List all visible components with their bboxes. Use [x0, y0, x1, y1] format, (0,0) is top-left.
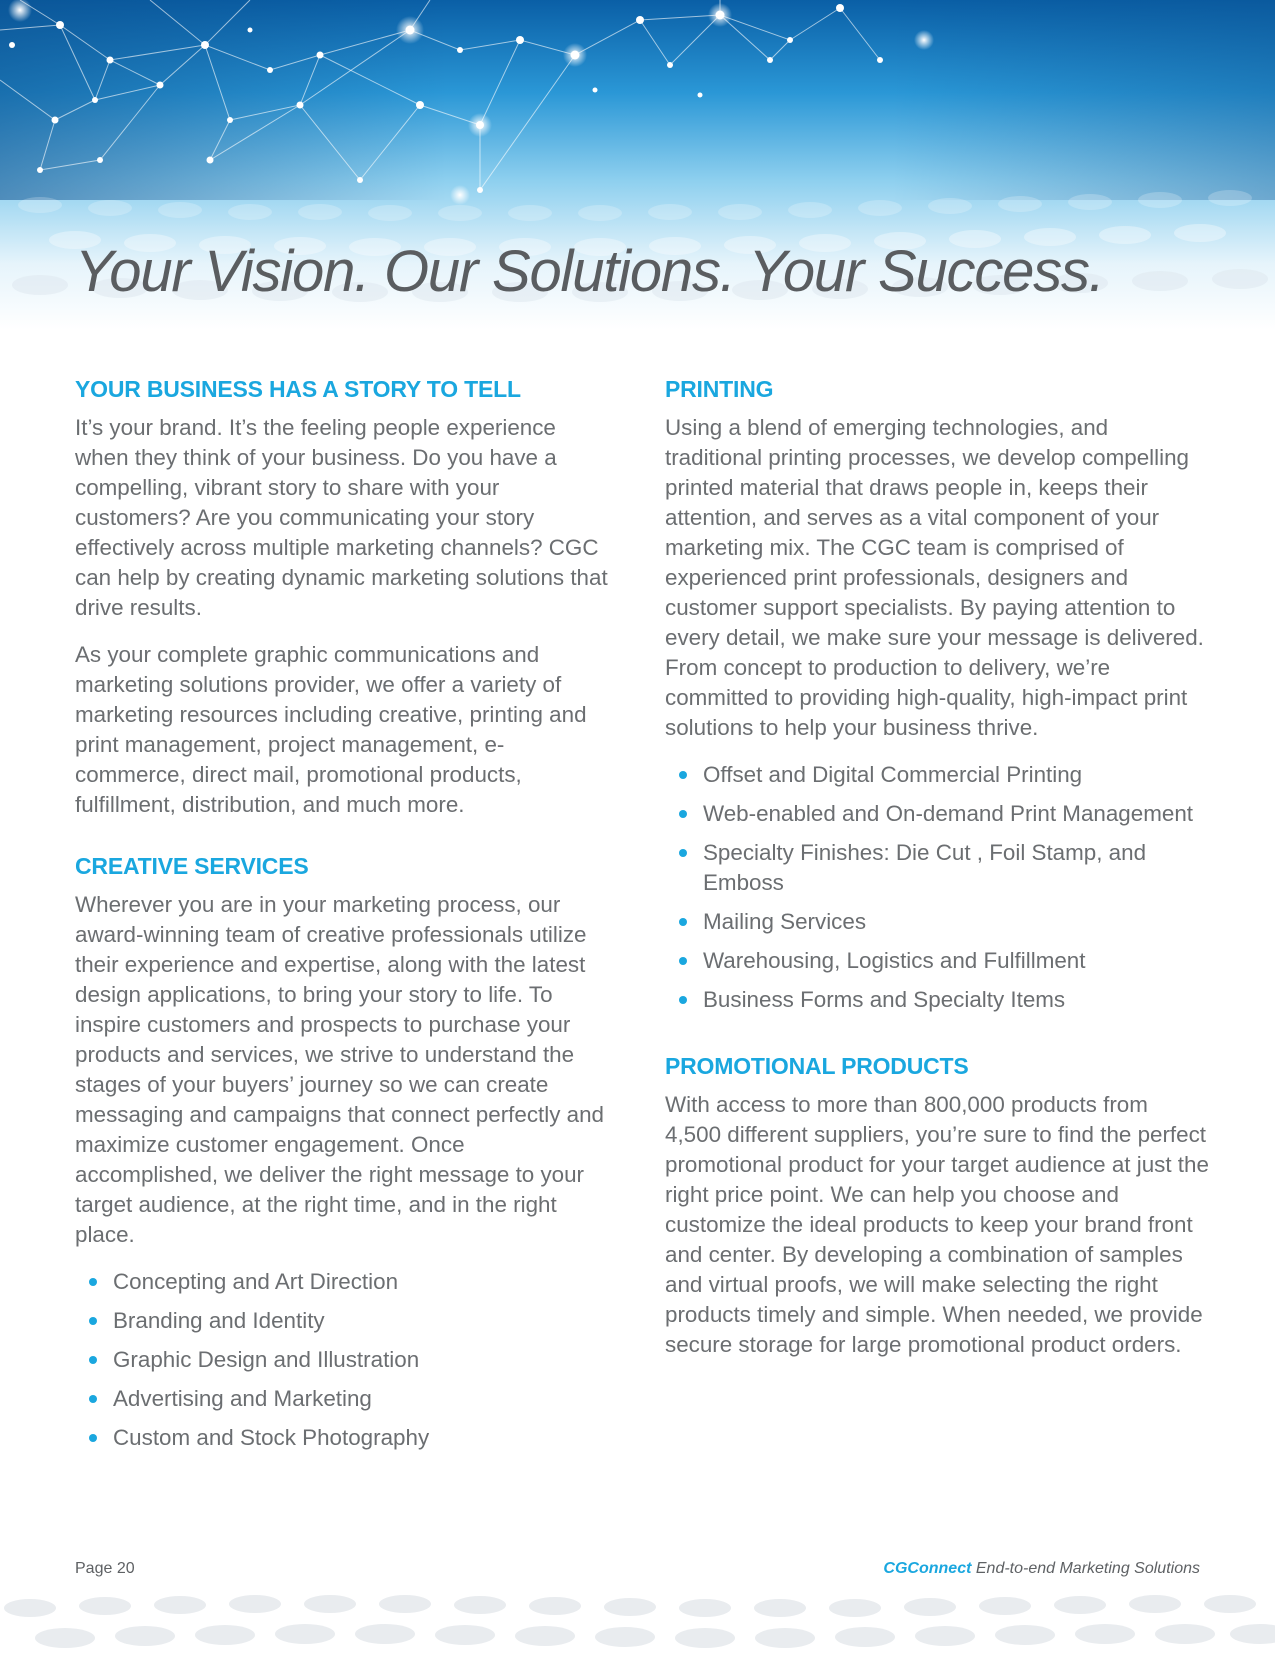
- list-item-label: Mailing Services: [703, 909, 867, 934]
- brand-tagline: End-to-end Marketing Solutions: [971, 1560, 1200, 1577]
- page-number: Page 20: [75, 1560, 135, 1577]
- bullet-icon: [679, 810, 687, 818]
- creative-services-heading: CREATIVE SERVICES: [75, 853, 309, 879]
- list-item: [665, 799, 1210, 829]
- list-item: [665, 907, 1210, 937]
- list-item: [75, 1267, 611, 1297]
- list-item-label: Specialty Finishes: Die Cut , Foil Stamp, and Emboss: [703, 840, 1147, 895]
- story-heading: YOUR BUSINESS HAS A STORY TO TELL: [75, 376, 521, 402]
- bullet-icon: [679, 918, 687, 926]
- bullet-icon: [679, 849, 687, 857]
- story-paragraph-1: It’s your brand. It’s the feeling people experience when they think of your business. Do you have a compelling, vibrant story to share with your customers? Are you communicating your story effectively across multiple marketing channels? CGC can help by creating dynamic marketing solutions that drive results.: [75, 415, 608, 620]
- bullet-icon: [89, 1278, 97, 1286]
- bullet-icon: [89, 1356, 97, 1364]
- list-item: [75, 1384, 611, 1414]
- footer-pattern-graphic: [0, 1586, 1275, 1651]
- promotional-products-heading: PROMOTIONAL PRODUCTS: [665, 1053, 969, 1079]
- list-item: [75, 1345, 611, 1375]
- bullet-icon: [89, 1395, 97, 1403]
- list-item-label: Advertising and Marketing: [113, 1386, 372, 1411]
- story-section: [75, 376, 611, 820]
- creative-services-list: [75, 1267, 611, 1453]
- right-column: [665, 376, 1210, 1377]
- bullet-icon: [89, 1434, 97, 1442]
- creative-services-section: [75, 853, 611, 1453]
- list-item: [665, 946, 1210, 976]
- footer-brand-line: [883, 1560, 1200, 1578]
- list-item-label: Business Forms and Specialty Items: [703, 987, 1066, 1012]
- printing-paragraph: Using a blend of emerging technologies, and traditional printing processes, we develop compelling printed material that draws people in, keeps their attention, and serves as a vital component of your marketing mix. The CGC team is comprised of experienced print professionals, designers and customer support specialists. By paying attention to every detail, we make sure your message is delivered. From concept to production to delivery, we’re committed to providing high-quality, high-impact print solutions to help your business thrive.: [665, 415, 1204, 740]
- list-item-label: Warehousing, Logistics and Fulfillment: [703, 948, 1086, 973]
- list-item-label: Offset and Digital Commercial Printing: [703, 762, 1083, 787]
- page-headline: Your Vision. Our Solutions. Your Success.: [75, 239, 1104, 304]
- list-item: [75, 1306, 611, 1336]
- bullet-icon: [679, 771, 687, 779]
- promotional-products-paragraph: With access to more than 800,000 products from 4,500 different suppliers, you’re sure to find the perfect promotional product for your target audience at just the right price point. We can help you choose and customize the ideal products to keep your brand front and center. By developing a combination of samples and virtual proofs, we will make selecting the right products timely and simple. When needed, we provide secure storage for large promotional product orders.: [665, 1092, 1209, 1357]
- list-item: [665, 760, 1210, 790]
- left-column: [75, 376, 611, 1462]
- bullet-icon: [679, 957, 687, 965]
- creative-services-paragraph: Wherever you are in your marketing process, our award-winning team of creative professionals utilize their experience and expertise, along with the latest design applications, to bring your story to life. To inspire customers and prospects to purchase your products and services, we strive to understand the stages of your buyers’ journey so we can create messaging and campaigns that connect perfectly and maximize customer engagement. Once accomplished, we deliver the right message to your target audience, at the right time, and in the right place.: [75, 892, 604, 1247]
- printing-list: [665, 760, 1210, 1015]
- list-item: [665, 985, 1210, 1015]
- list-item-label: Concepting and Art Direction: [113, 1269, 399, 1294]
- promotional-products-section: [665, 1053, 1210, 1360]
- story-paragraph-2: As your complete graphic communications and marketing solutions provider, we offer a variety of marketing resources including creative, printing and print management, project management, e-commerce, direct mail, promotional products, fulfillment, distribution, and much more.: [75, 642, 587, 817]
- list-item: [75, 1423, 611, 1453]
- bullet-icon: [89, 1317, 97, 1325]
- printing-section: [665, 376, 1210, 1015]
- list-item-label: Web-enabled and On-demand Print Management: [703, 801, 1193, 826]
- printing-heading: PRINTING: [665, 376, 774, 402]
- brand-name: CGConnect: [883, 1560, 972, 1577]
- list-item: [665, 838, 1210, 898]
- list-item-label: Custom and Stock Photography: [113, 1425, 430, 1450]
- list-item-label: Branding and Identity: [113, 1308, 325, 1333]
- bullet-icon: [679, 996, 687, 1004]
- list-item-label: Graphic Design and Illustration: [113, 1347, 420, 1372]
